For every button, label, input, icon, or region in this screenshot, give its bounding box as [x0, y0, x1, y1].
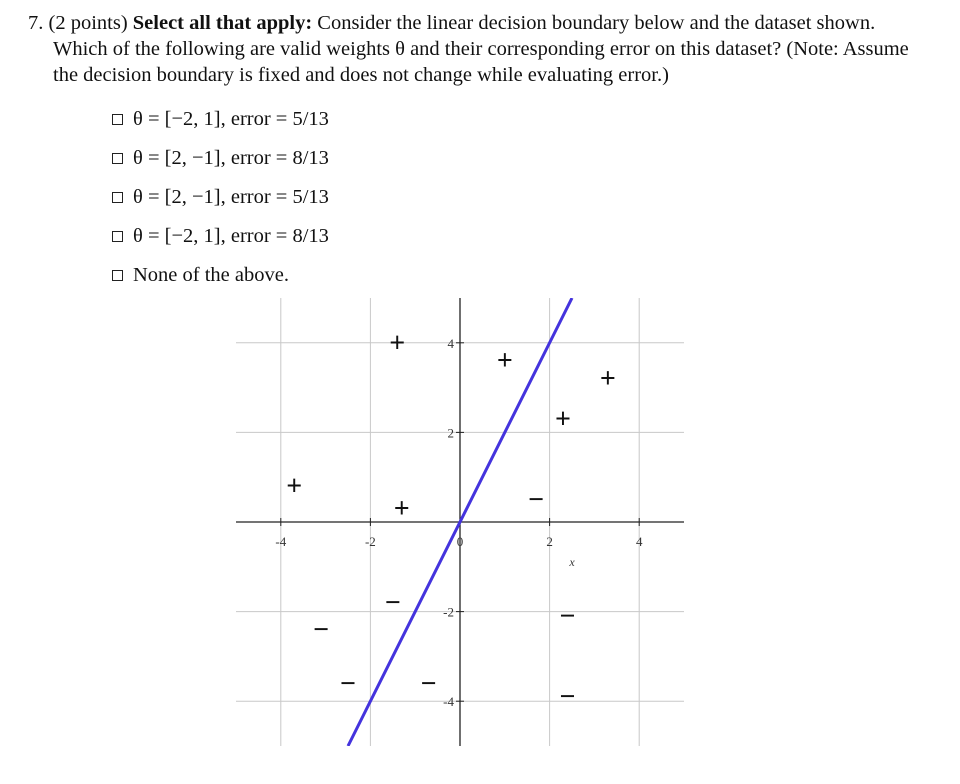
y-tick-label: -4 — [443, 694, 454, 710]
option-2-label: θ = [2, −1], error = 8/13 — [133, 147, 329, 169]
question-text-line-1: Consider the linear decision boundary below and the dataset shown. — [317, 12, 876, 34]
negative-point: − — [528, 484, 545, 516]
question-points: (2 points) — [48, 12, 128, 34]
option-3[interactable] — [112, 178, 612, 217]
option-2[interactable] — [112, 139, 612, 178]
y-tick-label: 4 — [447, 335, 454, 351]
option-4-checkbox[interactable] — [112, 231, 123, 242]
negative-point: − — [384, 587, 401, 619]
y-tick-label: -2 — [443, 604, 454, 620]
option-5[interactable] — [112, 256, 612, 295]
positive-point: + — [599, 363, 616, 395]
option-1[interactable] — [112, 100, 612, 139]
x-tick-label: -4 — [275, 534, 287, 549]
positive-point: + — [555, 403, 572, 435]
x-tick-label: -2 — [364, 534, 376, 549]
positive-point: + — [389, 327, 406, 359]
option-5-checkbox[interactable] — [112, 270, 123, 281]
positive-point: + — [496, 345, 513, 377]
option-2-checkbox[interactable] — [112, 153, 123, 164]
answer-options — [112, 100, 612, 295]
option-3-checkbox[interactable] — [112, 192, 123, 203]
option-1-label: θ = [−2, 1], error = 5/13 — [133, 108, 329, 130]
x-tick-label: 4 — [635, 534, 643, 549]
question-text-line-3: the decision boundary is fixed and does not change while evaluating error.) — [53, 64, 669, 86]
positive-point: + — [393, 493, 410, 525]
y-tick-label: 2 — [447, 425, 454, 441]
question-line-1 — [28, 10, 928, 36]
option-4[interactable] — [112, 217, 612, 256]
positive-point: + — [286, 471, 303, 503]
question-instruction: Select all that apply: — [132, 12, 313, 34]
option-3-label: θ = [2, −1], error = 5/13 — [133, 186, 329, 208]
negative-point: − — [420, 668, 437, 700]
negative-point: − — [559, 681, 576, 713]
option-4-label: θ = [−2, 1], error = 8/13 — [133, 225, 329, 247]
question-text-line-2: Which of the following are valid weights θ and their corresponding error on this dataset? (Note: Assume — [53, 38, 909, 60]
negative-point: − — [340, 668, 356, 700]
question-text — [28, 10, 928, 88]
option-1-checkbox[interactable] — [112, 114, 123, 125]
x-tick-label: 0 — [456, 534, 464, 549]
x-axis-label: x — [569, 555, 575, 569]
x-tick-label: 2 — [546, 534, 553, 549]
decision-boundary-plot — [236, 298, 684, 746]
question-number: 7. — [28, 12, 44, 34]
negative-point: − — [559, 601, 576, 633]
negative-point: − — [313, 614, 330, 646]
option-5-label: None of the above. — [133, 264, 289, 286]
